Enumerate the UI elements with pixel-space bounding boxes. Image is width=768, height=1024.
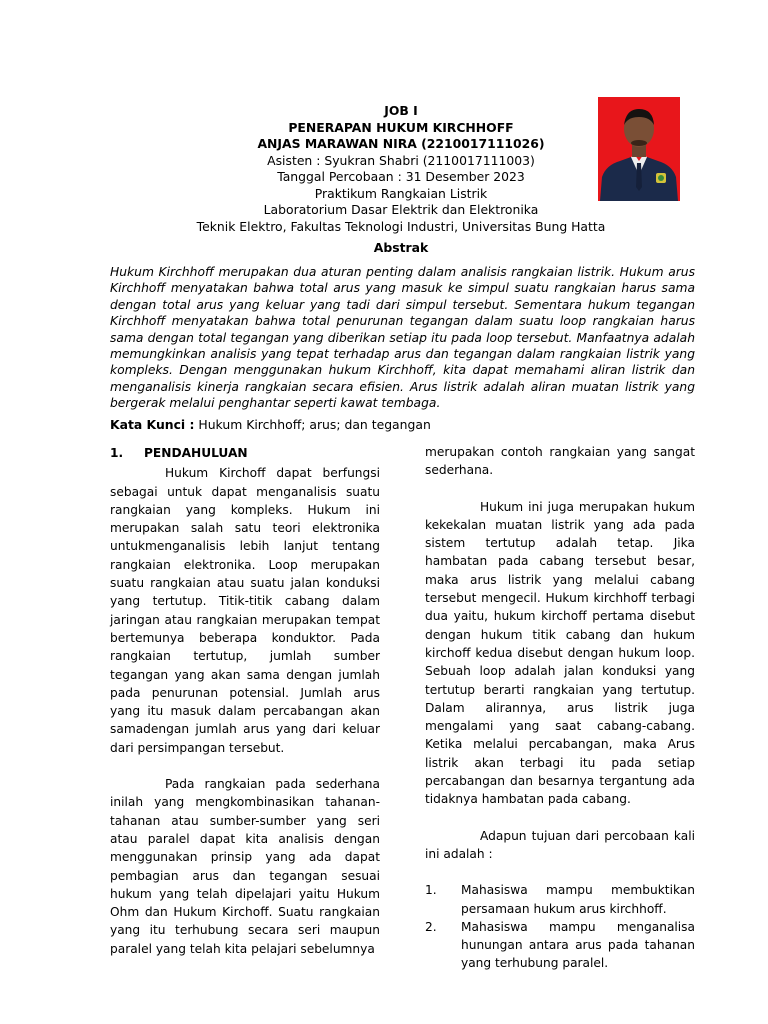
list-number: 1. (425, 883, 437, 898)
portrait-image (598, 97, 680, 201)
job-label: JOB I (384, 103, 418, 118)
list-text: Mahasiswa mampu menganalisa hunungan antara arus pada tahanan yang terhubung paralel. (461, 919, 695, 971)
assistant-line: Asisten : Syukran Shabri (2110017111003) (267, 152, 535, 168)
keywords-value: Hukum Kirchhoff; arus; dan tegangan (194, 417, 431, 432)
left-column (110, 444, 380, 958)
intro-paragraph-2: Pada rangkaian pada sederhana inilah yang mengkombinasikan tahanan-tahanan atau sumber-sumber yang seri atau paralel dapat kita analisis dengan menggunakan prinsip yang ada dapat pembagian arus dan tegangan sesuai hukum yang telah dipelajari yaitu Hukum Ohm dan Hukum Kirchoff. Suatu rangkaian yang itu terhubung secara seri maupun paralel yang telah kita pelajari sebelumnya (110, 777, 380, 956)
abstract-heading: Abstrak (373, 240, 429, 255)
right-column (425, 443, 695, 973)
section-title: PENDAHULUAN (144, 446, 248, 460)
abstract-text: Hukum Kirchhoff merupakan dua aturan penting dalam analisis rangkaian listrik. Hukum arus Kirchhoff menyatakan bahwa total arus yang masuk ke simpul suatu rangkaian harus sama dengan total arus yang keluar yang tadi dari simpul tersebut. Sementara hukum tegangan Kirchhoff menyatakan bahwa total penurunan tegangan dalam suatu loop rangkaian harus sama dengan total tegangan yang diberikan setiap itu pada loop tersebut. Manfaatnya adalah memungkinkan analisis yang tepat terhadap arus dan tegangan dalam rangkaian listrik yang kompleks. Dengan menggunakan hukum Kirchhoff, kita dapat memahami aliran listrik dan menganalisis kinerja rangkaian secara efisien. Arus listrik adalah aliran muatan listrik yang bergerak melalui penghantar seperti kawat tembaga. (110, 265, 695, 411)
goals-intro: Adapun tujuan dari percobaan kali ini adalah : (425, 828, 695, 861)
intro-paragraph-1: Hukum Kirchoff dapat berfungsi sebagai untuk dapat menganalisis suatu rangkaian yang kompleks. Hukum ini merupakan salah satu teori elektronika untukmenganalisis lebih lanjut tentang rangkaian elektronika. Loop merupakan suatu rangkaian atau suatu jalan konduksi yang tertutup. Titik-titik cabang dalam jaringan atau rangkaian merupakan tempat bertemunya beberapa konduktor. Pada rangkaian tertutup, jumlah sumber tegangan yang akan sama dengan jumlah pada penurunan potensial. Jumlah arus yang itu masuk dalam percabangan akan samadengan jumlah arus yang dari keluar dari persimpangan tersebut. (110, 466, 380, 755)
list-item (425, 918, 695, 973)
keywords-label: Kata Kunci : (110, 417, 195, 432)
institution-line: Teknik Elektro, Fakultas Teknologi Industri, Universitas Bung Hatta (196, 218, 606, 234)
intro-paragraph-3: Hukum ini juga merupakan hukum kekekalan muatan listrik yang ada pada sistem tertutup adalah tetap. Jika hambatan pada cabang tersebut besar, maka arus listrik yang melalui cabang tersebut mengecil. Hukum kirchhoff terbagi dua yaitu, hukum kirchoff pertama disebut dengan hukum titik cabang dan hukum kirchoff kedua disebut dengan hukum loop. Sebuah loop adalah jalan konduksi yang tertutup berarti rangkaian yang tertutup. Dalam alirannya, arus listrik juga mengalami yang saat cabang-cabang. Ketika melalui percabangan, maka Arus listrik akan terbagi itu pada setiap percabangan dan besarnya tergantung ada tidaknya hambatan pada cabang. (425, 499, 695, 807)
list-number: 2. (425, 919, 437, 934)
paper-title: PENERAPAN HUKUM KIRCHHOFF (288, 119, 514, 135)
lab-line: Laboratorium Dasar Elektrik dan Elektronika (263, 202, 539, 217)
section-number: 1. (110, 446, 124, 460)
list-item (425, 881, 695, 918)
author-photo (598, 97, 680, 201)
date-line: Tanggal Percobaan : 31 Desember 2023 (277, 169, 525, 184)
intro-paragraph-2-continued: merupakan contoh rangkaian yang sangat sederhana. (425, 445, 695, 478)
section-heading (110, 444, 380, 462)
course-line: Praktikum Rangkaian Listrik (314, 185, 488, 201)
author-line: ANJAS MARAWAN NIRA (2210017111026) (257, 136, 545, 151)
keywords-line (110, 417, 695, 432)
list-text: Mahasiswa mampu membuktikan persamaan hukum arus kirchhoff. (461, 883, 695, 916)
